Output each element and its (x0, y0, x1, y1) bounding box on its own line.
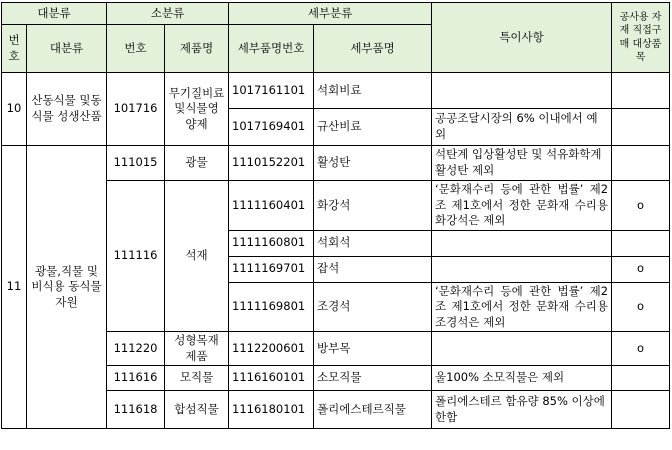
header-detail-name: 세부품명 (314, 25, 432, 73)
sub-code: 111616 (107, 366, 165, 391)
item-mark: o (612, 256, 670, 282)
item-name: 화강석 (314, 181, 432, 231)
item-note: 울100% 소모직물은 제외 (432, 366, 612, 391)
sub-name: 성형목재 제품 (165, 332, 229, 366)
item-code: 1017161101 (229, 73, 314, 109)
item-note (432, 256, 612, 282)
item-note: ‘문화재수리 등에 관한 법률’ 제2조 제1호에서 정한 문화재 수리용 화강석은 제외 (432, 181, 612, 231)
sub-code: 111618 (107, 391, 165, 429)
item-code: 1116160101 (229, 366, 314, 391)
item-code: 1111169701 (229, 256, 314, 282)
header-detail-code: 세부품명번호 (229, 25, 314, 73)
header-major: 대분류 (2, 3, 107, 25)
item-note (432, 332, 612, 366)
header-major-name: 대분류 (27, 25, 107, 73)
header-code: 번호 (107, 25, 165, 73)
item-name: 방부목 (314, 332, 432, 366)
item-mark (612, 230, 670, 256)
group-name: 산동식물 및동식물 성생산품 (27, 73, 107, 146)
item-code: 1111160801 (229, 230, 314, 256)
sub-name: 석재 (165, 181, 229, 332)
item-code: 1112200601 (229, 332, 314, 366)
item-name: 조경석 (314, 282, 432, 332)
header-product: 제품명 (165, 25, 229, 73)
group-num: 10 (2, 73, 27, 146)
header-minor: 소분류 (107, 3, 229, 25)
group-num: 11 (2, 146, 27, 429)
sub-code: 111220 (107, 332, 165, 366)
header-direct-purchase: 공사용 자재 직접구매 대상품목 (612, 3, 670, 73)
item-mark: o (612, 181, 670, 231)
product-classification-table (1, 2, 670, 429)
item-mark (612, 391, 670, 429)
sub-name: 무기질비료 및식물영 양제 (165, 73, 229, 146)
header-num: 번호 (2, 25, 27, 73)
item-code: 1111169801 (229, 282, 314, 332)
header-notes: 특이사항 (432, 3, 612, 73)
item-mark (612, 146, 670, 181)
group-name: 광물,직물 및비식용 동식물자원 (27, 146, 107, 429)
item-mark (612, 73, 670, 109)
item-name: 활성탄 (314, 146, 432, 181)
item-note (432, 230, 612, 256)
sub-code: 111015 (107, 146, 165, 181)
item-mark (612, 366, 670, 391)
table-row (2, 146, 670, 181)
table-row (2, 73, 670, 109)
item-mark (612, 109, 670, 146)
item-mark: o (612, 332, 670, 366)
sub-name: 광물 (165, 146, 229, 181)
header-detail: 세부분류 (229, 3, 432, 25)
item-name: 석회비료 (314, 73, 432, 109)
item-note: 폴리에스테르 함유량 85% 이상에 한함 (432, 391, 612, 429)
item-name: 석회석 (314, 230, 432, 256)
item-note: 석탄계 입상활성탄 및 석유화학계활성탄 제외 (432, 146, 612, 181)
sub-name: 합섬직물 (165, 391, 229, 429)
item-note (432, 73, 612, 109)
item-name: 규산비료 (314, 109, 432, 146)
item-code: 1116180101 (229, 391, 314, 429)
item-code: 1017169401 (229, 109, 314, 146)
sub-name: 모직물 (165, 366, 229, 391)
item-name: 잡석 (314, 256, 432, 282)
item-name: 폴리에스테르직물 (314, 391, 432, 429)
item-mark: o (612, 282, 670, 332)
item-code: 1110152201 (229, 146, 314, 181)
item-note: ‘문화재수리 등에 관한 법률’ 제2조 제1호에서 정한 문화재 수리용 조경석은 제외 (432, 282, 612, 332)
sub-code: 101716 (107, 73, 165, 146)
item-name: 소모직물 (314, 366, 432, 391)
item-note: 공공조달시장의 6% 이내에서 예외 (432, 109, 612, 146)
item-code: 1111160401 (229, 181, 314, 231)
sub-code: 111116 (107, 181, 165, 332)
